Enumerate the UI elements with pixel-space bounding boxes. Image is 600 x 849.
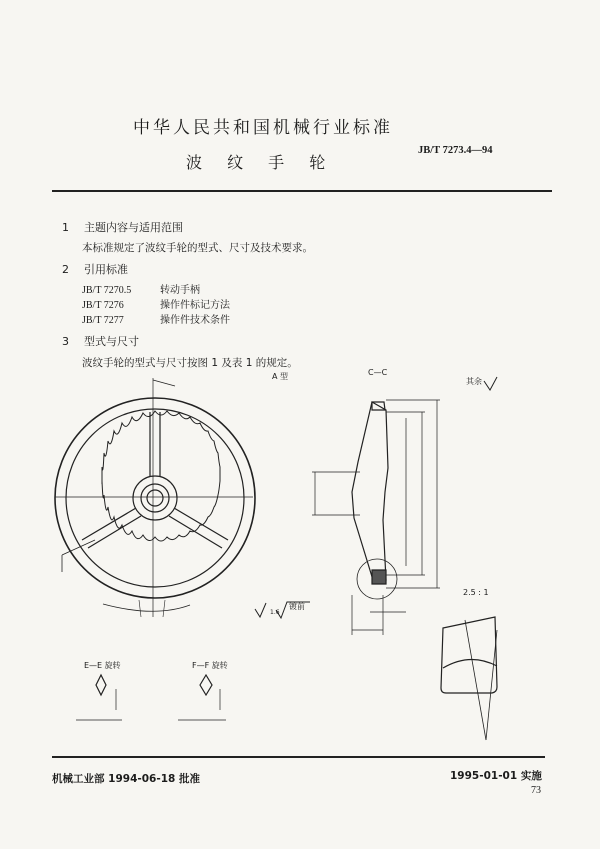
- roughness-symbol-icon: [484, 377, 497, 390]
- section-cc-label: C—C: [368, 368, 388, 377]
- section-title: 主题内容与适用范围: [84, 221, 183, 234]
- page-number: 73: [531, 785, 541, 796]
- type-label: A 型: [272, 372, 289, 381]
- roughness-note: 镀前: [289, 602, 305, 611]
- effective-date: 1995-01-01 实施: [450, 770, 542, 782]
- reference-code: JB/T 7276: [82, 300, 124, 311]
- reference-title: 操作件技术条件: [160, 315, 230, 326]
- remaining-roughness-label: 其余: [466, 377, 482, 386]
- roughness-symbol-icon: [255, 603, 266, 617]
- footer-divider: [52, 756, 545, 758]
- section-1-body: 本标准规定了波纹手轮的型式、尺寸及技术要求。: [82, 242, 313, 254]
- section-title: 型式与尺寸: [84, 335, 139, 348]
- section-ee-view: [76, 675, 122, 720]
- section-cc-view: [312, 400, 440, 635]
- wheel-front-view: [55, 378, 255, 617]
- reference-code: JB/T 7270.5: [82, 285, 132, 296]
- standard-number: JB/T 7273.4—94: [418, 145, 493, 156]
- section-title: 引用标准: [84, 263, 128, 276]
- view-ff-label: F—F 旋转: [192, 661, 228, 670]
- section-ff-view: [178, 675, 226, 720]
- section-number: 3: [62, 335, 69, 348]
- section-number: 2: [62, 263, 69, 276]
- reference-title: 转动手柄: [160, 285, 200, 296]
- rim-detail-view: [441, 617, 497, 740]
- reference-code: JB/T 7277: [82, 315, 124, 326]
- view-ee-label: E—E 旋转: [84, 661, 121, 670]
- reference-title: 操作件标记方法: [160, 300, 230, 311]
- section-3-body: 波纹手轮的型式与尺寸按图 1 及表 1 的规定。: [82, 357, 298, 369]
- document-title: 波 纹 手 轮: [186, 153, 336, 172]
- approval-date: 机械工业部 1994-06-18 批准: [52, 773, 200, 785]
- detail-scale: 2.5 : 1: [463, 588, 489, 597]
- roughness-symbol-icon: [276, 602, 310, 618]
- section-number: 1: [62, 221, 69, 234]
- issuing-organization: 中华人民共和国机械行业标准: [133, 118, 393, 138]
- roughness-value: 1.6: [270, 609, 280, 616]
